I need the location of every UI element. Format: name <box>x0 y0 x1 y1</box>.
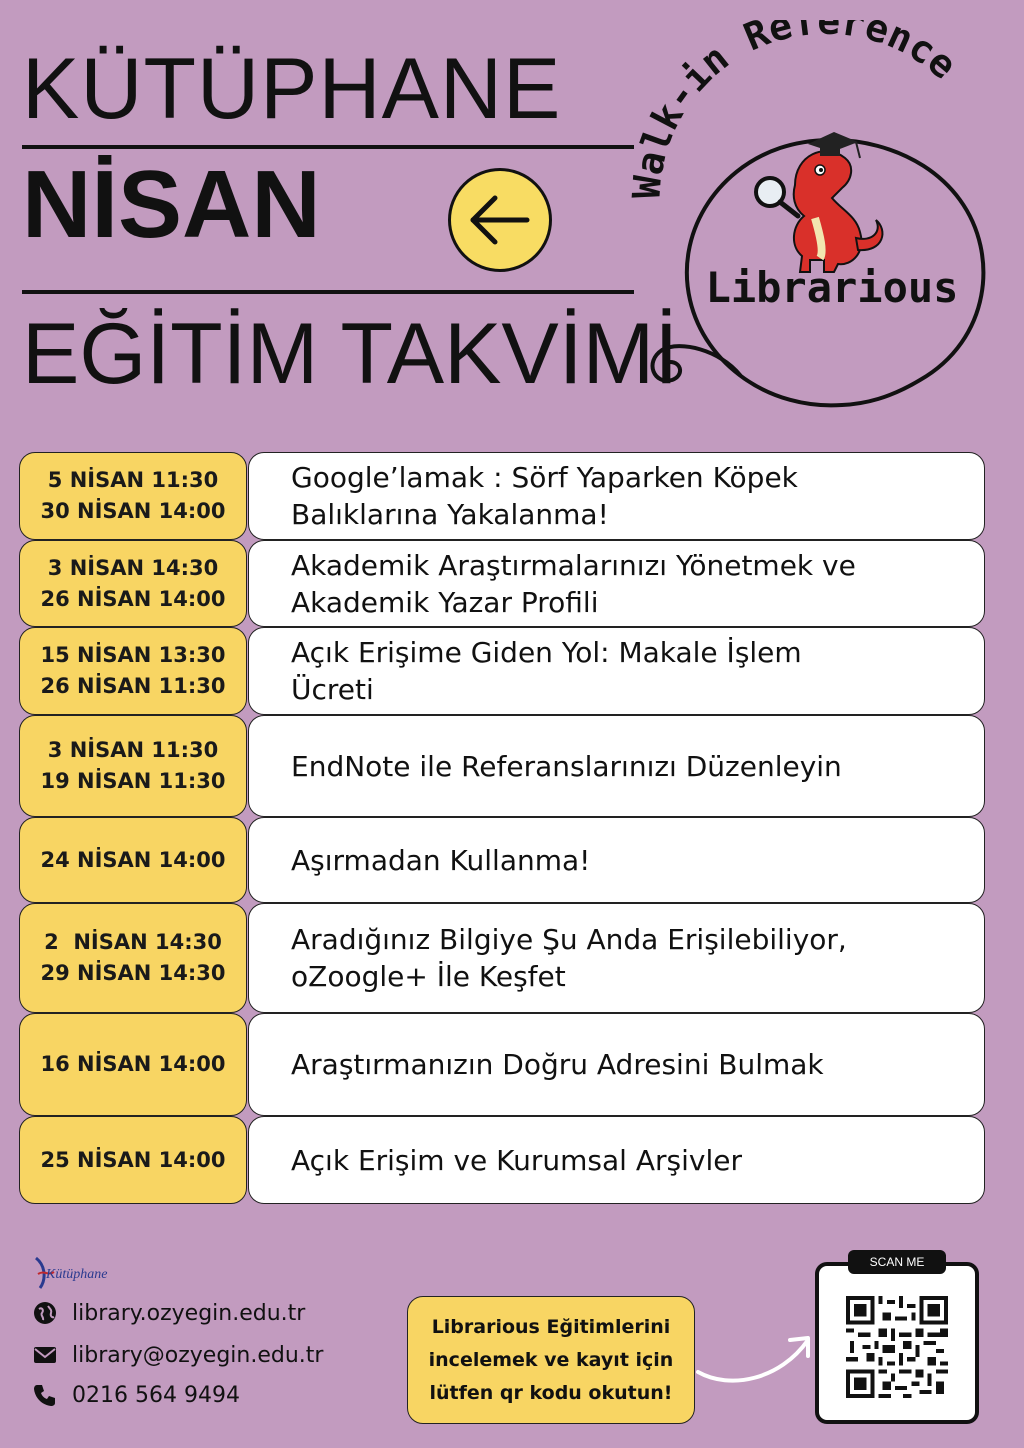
session-date: 2 NİSAN 14:30 <box>44 930 222 954</box>
session-dates <box>19 452 247 540</box>
schedule-row <box>19 627 985 715</box>
phone-icon <box>32 1382 58 1408</box>
session-date: 29 NİSAN 14:30 <box>40 961 226 985</box>
session-dates <box>19 715 247 817</box>
session-date: 16 NİSAN 14:00 <box>40 1052 226 1076</box>
session-date: 30 NİSAN 14:00 <box>40 499 226 523</box>
schedule-row <box>19 540 985 627</box>
session-dates <box>19 627 247 715</box>
title-line-nisan: NİSAN <box>22 151 321 258</box>
email-link[interactable]: library@ozyegin.edu.tr <box>72 1342 324 1368</box>
session-topic <box>248 452 985 540</box>
topic-line: Aşırmadan Kullanma! <box>291 843 591 877</box>
session-dates <box>19 817 247 903</box>
logo-brand-text: Librarious <box>705 263 959 312</box>
email-contact[interactable] <box>32 1342 323 1368</box>
topic-line: Açık Erişim ve Kurumsal Arşivler <box>291 1143 742 1177</box>
schedule-row <box>19 1116 985 1204</box>
arrow-left-icon <box>448 168 552 272</box>
topic-line: Araştırmanızın Doğru Adresini Bulmak <box>291 1048 824 1081</box>
topic-line: Aradığınız Bilgiye Şu Anda Erişilebiliyor, <box>291 923 847 956</box>
session-date: 24 NİSAN 14:00 <box>40 847 226 872</box>
session-topic <box>248 627 985 715</box>
schedule-row <box>19 452 985 540</box>
topic-line: Açık Erişime Giden Yol: Makale İşlem <box>291 636 802 669</box>
session-topic <box>248 1013 985 1116</box>
website-link[interactable]: library.ozyegin.edu.tr <box>72 1300 306 1326</box>
session-date: 15 NİSAN 13:30 <box>40 643 226 667</box>
session-topic <box>248 1116 985 1204</box>
session-topic <box>248 540 985 627</box>
svg-text:Kütüphane: Kütüphane <box>46 1267 108 1282</box>
title-line-egitim-takvimi: EĞİTİM TAKVİMİ <box>22 306 679 402</box>
session-date: 19 NİSAN 11:30 <box>40 769 226 793</box>
title-divider-top <box>22 145 634 149</box>
curved-arrow-icon <box>690 1320 820 1400</box>
session-date: 3 NİSAN 11:30 <box>47 738 219 762</box>
topic-line: EndNote ile Referanslarınızı Düzenleyin <box>291 749 842 783</box>
callout-line: Librarious Eğitimlerini <box>431 1315 671 1338</box>
topic-line: Google’lamak : Sörf Yaparken Köpek <box>291 461 798 494</box>
phone-number[interactable]: 0216 564 9494 <box>72 1382 240 1408</box>
session-topic <box>248 715 985 817</box>
session-date: 3 NİSAN 14:30 <box>47 555 219 580</box>
training-schedule <box>19 452 985 1204</box>
topic-line: Akademik Araştırmalarınızı Yönetmek ve <box>291 548 856 582</box>
schedule-row <box>19 817 985 903</box>
session-topic <box>248 817 985 903</box>
session-dates <box>19 903 247 1013</box>
scan-me-label: SCAN ME <box>848 1250 946 1274</box>
website-contact[interactable] <box>32 1300 305 1326</box>
topic-line: Balıklarına Yakalanma! <box>291 498 609 531</box>
qr-callout <box>407 1296 695 1424</box>
session-dates <box>19 1116 247 1204</box>
logo-arc-text: Walk-in Reference <box>624 20 966 201</box>
phone-contact[interactable] <box>32 1382 240 1408</box>
envelope-icon <box>32 1342 58 1368</box>
session-date: 5 NİSAN 11:30 <box>47 468 219 492</box>
dinosaur-with-magnifier-icon <box>756 132 882 272</box>
schedule-row <box>19 1013 985 1116</box>
schedule-row <box>19 715 985 817</box>
session-dates <box>19 540 247 627</box>
topic-line: oZoogle+ İle Keşfet <box>291 960 566 993</box>
session-dates <box>19 1013 247 1116</box>
callout-line: lütfen qr kodu okutun! <box>429 1381 673 1404</box>
session-date: 26 NİSAN 14:00 <box>40 586 226 611</box>
session-topic <box>248 903 985 1013</box>
qr-code-icon[interactable] <box>846 1296 948 1398</box>
schedule-row <box>19 903 985 1013</box>
kutuphane-logo <box>32 1254 122 1290</box>
topic-line: Akademik Yazar Profili <box>291 585 599 619</box>
session-date: 25 NİSAN 14:00 <box>40 1147 226 1172</box>
librarious-logo <box>620 20 1024 420</box>
topic-line: Ücreti <box>291 673 374 706</box>
session-date: 26 NİSAN 11:30 <box>40 674 226 698</box>
globe-icon <box>32 1300 58 1326</box>
title-line-kutuphane: KÜTÜPHANE <box>22 41 562 137</box>
callout-line: incelemek ve kayıt için <box>428 1348 674 1371</box>
title-divider-bottom <box>22 290 634 294</box>
